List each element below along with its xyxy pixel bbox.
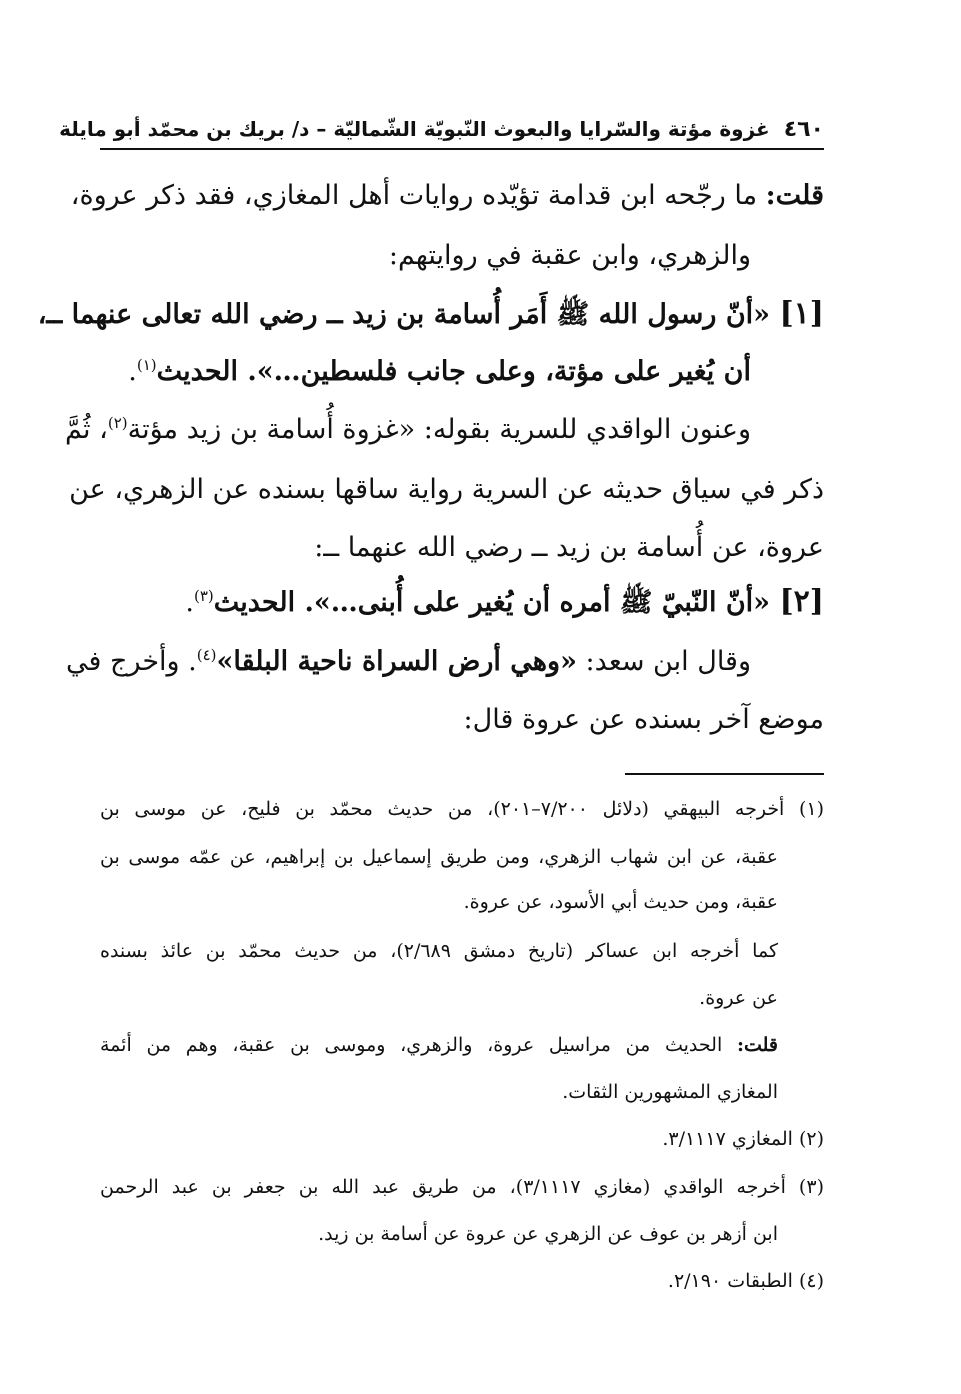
footnote-3-line-1: (٣) أخرجه الواقدي (مغازي ٣/١١١٧)، من طريق عبد الله بن جعفر بن عبد الرحمن bbox=[100, 1176, 824, 1198]
body-line-2: والزهري، وابن عقبة في روايتهم: bbox=[388, 240, 751, 271]
footnote-ref-2[interactable]: (٢) bbox=[107, 414, 128, 432]
quote-number-1: [١] bbox=[779, 296, 824, 331]
qult-label: قلت: bbox=[765, 180, 824, 211]
footnote-ref-1[interactable]: (١) bbox=[136, 356, 157, 374]
quote-1-line-2: أن يُغير على مؤتة، وعلى جانب فلسطين…». الحديث$^{(١)}$. bbox=[128, 356, 751, 387]
footnote-ref-4[interactable]: (٤) bbox=[196, 646, 217, 664]
body-line-5: وعنون الواقدي للسرية بقوله: «غزوة أُسامة بن زيد مؤتة$^{(٢)}$، ثُمَّ bbox=[65, 414, 751, 445]
footnote-qult-label: قلت: bbox=[736, 1034, 778, 1056]
footnote-3-line-2: ابن أزهر بن عوف عن الزهري عن عروة عن أسامة بن زيد. bbox=[318, 1223, 778, 1245]
footnote-1-line-3: عقبة، ومن حديث أبي الأسود، عن عروة. bbox=[463, 891, 778, 913]
header-divider bbox=[100, 148, 824, 150]
footnote-1-line-2: عقبة، عن ابن شهاب الزهري، ومن طريق إسماعيل بن إبراهيم، عن عمّه موسى بن bbox=[100, 846, 778, 868]
body-line-10: موضع آخر بسنده عن عروة قال: bbox=[463, 704, 824, 735]
body-line-6: ذكر في سياق حديثه عن السرية رواية ساقها بسنده عن الزهري، عن bbox=[69, 474, 824, 505]
page-number: ٤٦٠ bbox=[783, 116, 824, 142]
footnote-1-line-4: كما أخرجه ابن عساكر (تاريخ دمشق ٢/٦٨٩)، من حديث محمّد بن عائذ بسنده bbox=[100, 940, 778, 962]
footnote-divider bbox=[625, 773, 824, 775]
footnote-1-line-5: عن عروة. bbox=[699, 987, 778, 1009]
footnote-4: (٤) الطبقات ٢/١٩٠. bbox=[667, 1270, 824, 1292]
body-line-9: وقال ابن سعد: «وهي أرض السراة ناحية البلقا»$^{(٤)}$. وأخرج في bbox=[66, 646, 751, 677]
quote-number-2: [٢] bbox=[779, 584, 824, 619]
quote-2-line: [٢] «أنّ النّبيّ ﷺ أمره أن يُغير على أُبنى…». الحديث$^{(٣)}$. bbox=[185, 584, 824, 619]
body-line-1: قلت: ما رجّحه ابن قدامة تؤيّده روايات أهل المغازي، فقد ذكر عروة، bbox=[70, 180, 824, 211]
running-title: غزوة مؤتة والسّرايا والبعوث النّبويّة الشّماليّة – د/ بريك بن محمّد أبو مايلة bbox=[59, 117, 770, 141]
footnote-1-line-1: (١) أخرجه البيهقي (دلائل ٧/٢٠٠–٢٠١)، من حديث محمّد بن فليح، عن موسى بن bbox=[100, 798, 824, 820]
footnote-ref-3[interactable]: (٣) bbox=[193, 587, 214, 605]
running-header bbox=[59, 112, 824, 146]
footnote-1-line-7: المغازي المشهورين الثقات. bbox=[562, 1081, 778, 1103]
body-line-7: عروة، عن أُسامة بن زيد ــ رضي الله عنهما ــ: bbox=[314, 532, 824, 563]
footnote-1-line-6: قلت: الحديث من مراسيل عروة، والزهري، وموسى بن عقبة، وهم من أئمة bbox=[100, 1034, 778, 1056]
quote-1-line-1: [١] «أنّ رسول الله ﷺ أَمَر أُسامة بن زيد ــ رضي الله تعالى عنهما ــ، bbox=[37, 296, 824, 331]
footnote-2: (٢) المغازي ٣/١١١٧. bbox=[662, 1128, 824, 1150]
